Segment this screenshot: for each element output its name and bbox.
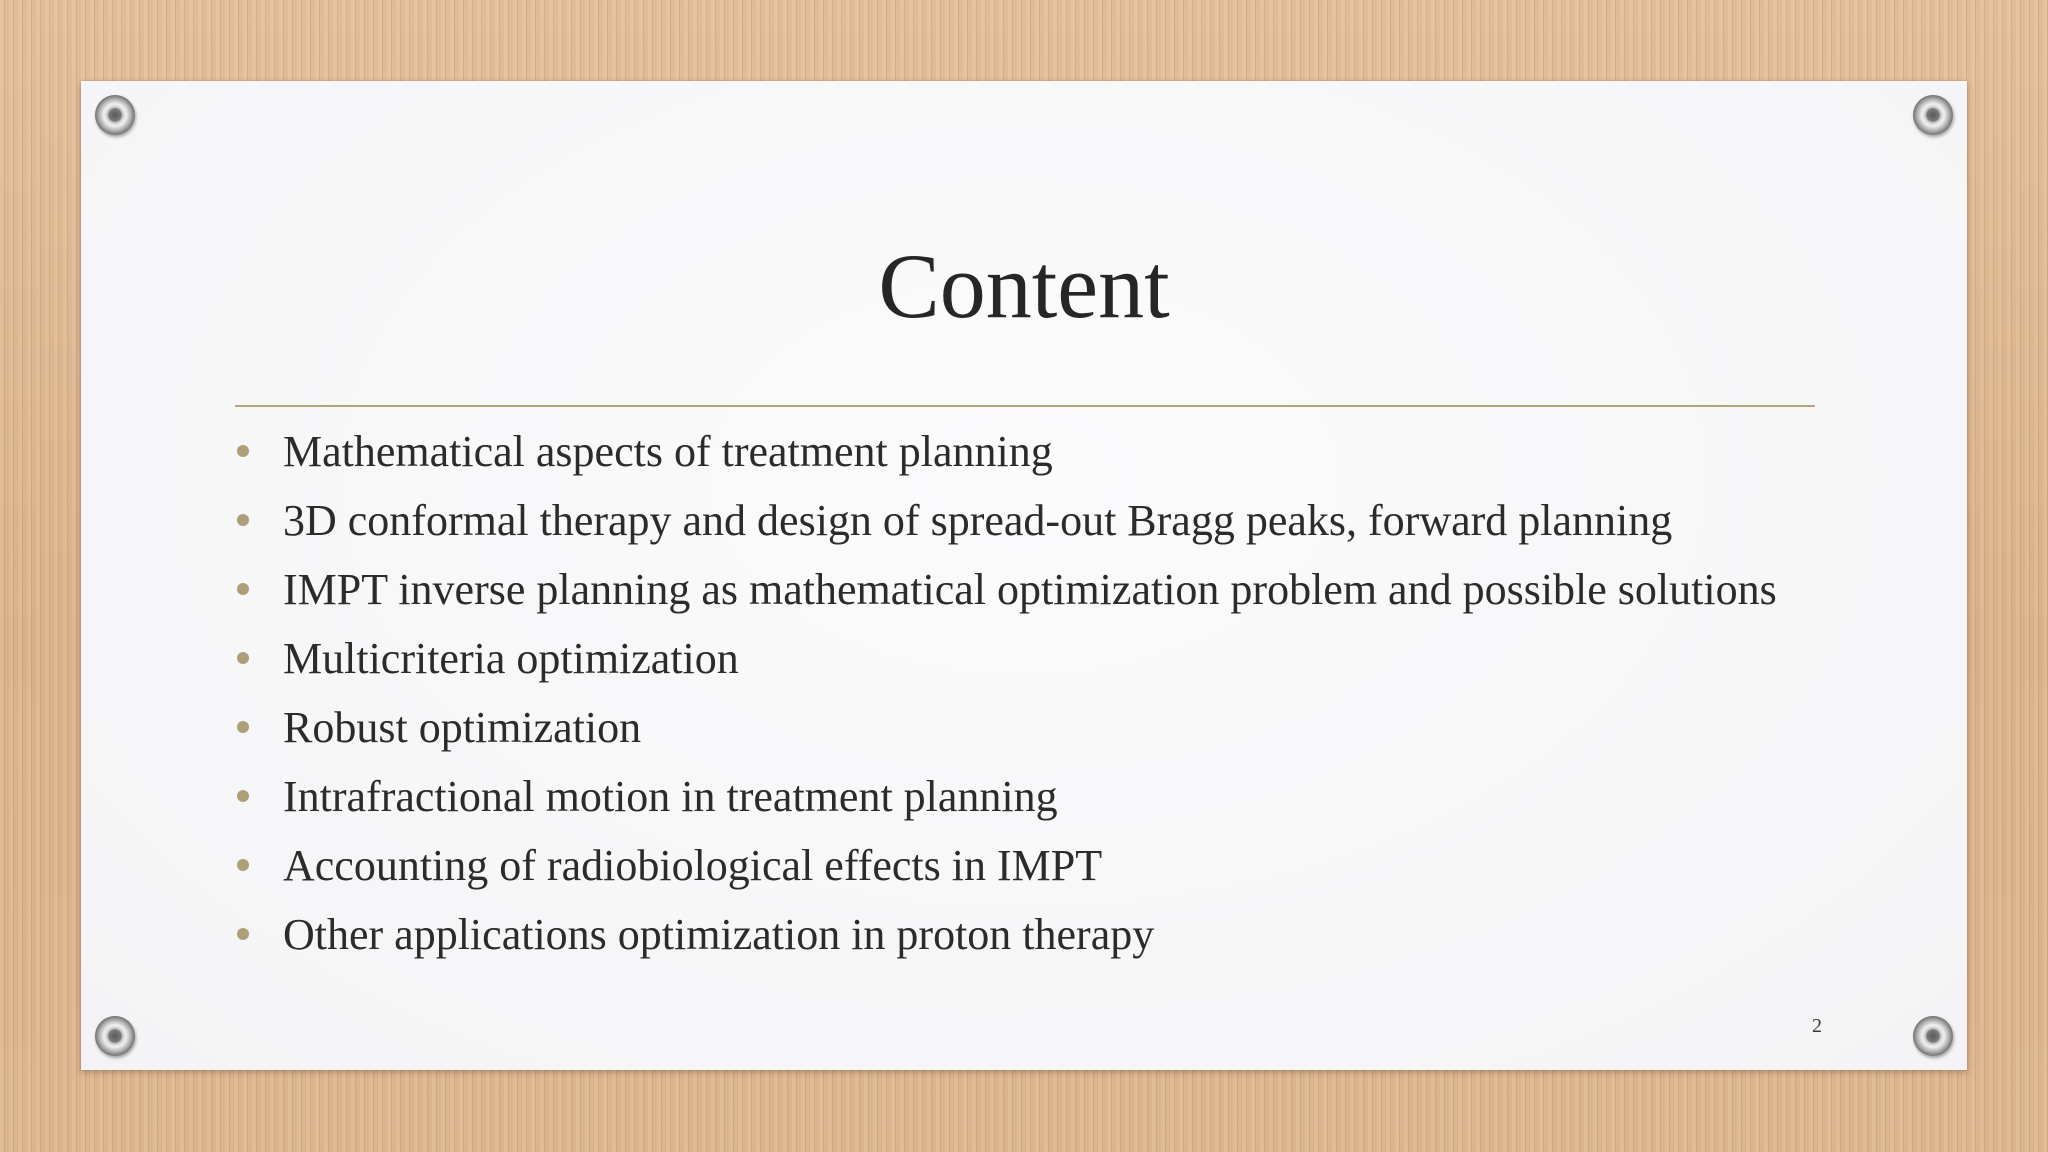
- bullet-dot: [237, 652, 249, 664]
- bullet-text: Mathematical aspects of treatment planning: [283, 427, 1053, 476]
- bullet-dot: [237, 790, 249, 802]
- grommet-bottom-right: [1913, 1016, 1953, 1056]
- bullet-item: [235, 636, 1835, 681]
- bullet-item: [235, 774, 1835, 819]
- bullet-dot: [237, 583, 249, 595]
- bullet-text: Multicriteria optimization: [283, 634, 739, 683]
- bullet-item: [235, 843, 1835, 888]
- grommet-bottom-left: [95, 1016, 135, 1056]
- bullet-dot: [237, 928, 249, 940]
- grommet-top-right: [1913, 95, 1953, 135]
- bullet-item: [235, 567, 1835, 612]
- page-number: 2: [1812, 1015, 1822, 1037]
- bullet-item: [235, 429, 1835, 474]
- bullet-list: [235, 429, 1835, 981]
- bullet-text: Other applications optimization in proton therapy: [283, 910, 1155, 959]
- bullet-item: [235, 498, 1835, 543]
- bullet-item: [235, 912, 1835, 957]
- bullet-dot: [237, 445, 249, 457]
- bullet-dot: [237, 514, 249, 526]
- bullet-text: 3D conformal therapy and design of spread-out Bragg peaks, forward planning: [283, 496, 1673, 545]
- bullet-text: Intrafractional motion in treatment planning: [283, 772, 1058, 821]
- grommet-top-left: [95, 95, 135, 135]
- bullet-text: Robust optimization: [283, 703, 642, 752]
- bullet-text: IMPT inverse planning as mathematical optimization problem and possible solutions: [283, 565, 1777, 614]
- slide-card: [81, 81, 1967, 1070]
- title-divider: [235, 405, 1815, 407]
- bullet-dot: [237, 721, 249, 733]
- slide-title: Content: [878, 235, 1170, 337]
- bullet-dot: [237, 859, 249, 871]
- bullet-item: [235, 705, 1835, 750]
- bullet-text: Accounting of radiobiological effects in IMPT: [283, 841, 1103, 890]
